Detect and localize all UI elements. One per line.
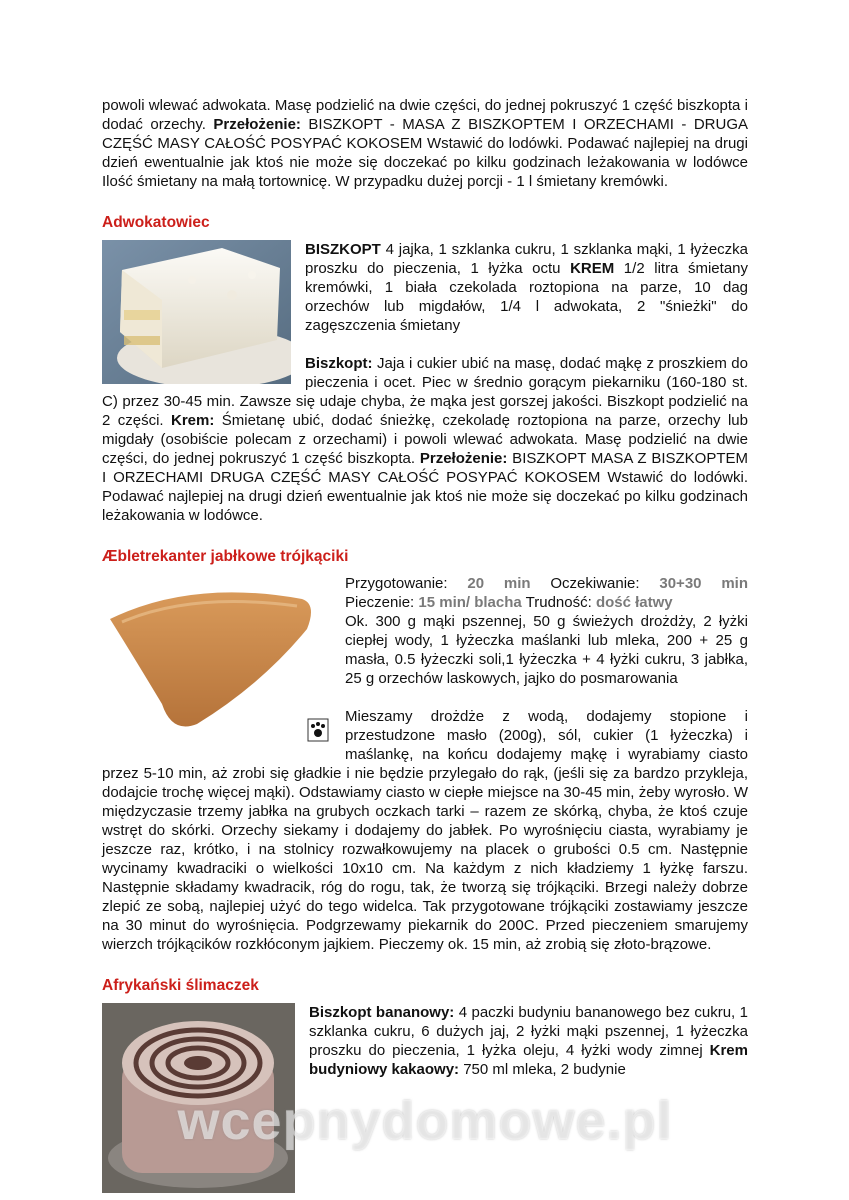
recipe-title-aebletrekanter: Æbletrekanter jabłkowe trójkąciki	[102, 548, 349, 565]
label-krem: KREM	[570, 260, 615, 277]
intro-text: powoli wlewać adwokata. Masę podzielić na dwie części, do jednej pokruszyć 1 część biszkopta i dodać orzechy.	[102, 97, 748, 133]
bake-value: 15 min/ blacha	[418, 594, 522, 611]
label-krem-budyniowy: Krem budyniowy kakaowy:	[309, 1042, 748, 1078]
intro-bold-label: Przełożenie:	[213, 116, 301, 133]
recipe3-ingredients-text: 4 paczki budyniu bananowego bez cukru, 1 szklanka cukru, 6 dużych jaj, 2 łyżki mąki pszennej, 1 łyżeczka proszku do pieczenia, 1 łyżka oleju, 4 łyżki wody zimnej	[309, 1004, 748, 1059]
recipe-title-adwokatowiec: Adwokatowiec	[102, 214, 210, 231]
difficulty-value: dość łatwy	[595, 594, 673, 611]
wait-label: Oczekiwanie:	[530, 575, 660, 592]
intro-paragraph	[102, 96, 748, 191]
label-biszkopt-method: Biszkopt:	[305, 355, 373, 372]
label-biszkopt: BISZKOPT	[305, 241, 381, 258]
apple-triangle-pastry-image	[102, 574, 331, 748]
document-page	[102, 96, 748, 1197]
recipe-title-afrykanski-slimaczek: Afrykański ślimaczek	[102, 977, 259, 994]
label-biszkopt-bananowy: Biszkopt bananowy:	[309, 1004, 455, 1021]
snail-roll-cake-image	[102, 1003, 295, 1193]
recipe3-ingredients-text-cont: 750 ml mleka, 2 budynie	[459, 1061, 626, 1078]
difficulty-label: Trudność:	[521, 594, 596, 611]
recipe1-method-text-end: BISZKOPT MASA Z BISZKOPTEM I ORZECHAMI DRUGA CZĘŚĆ MASY CAŁOŚĆ POSYPAĆ KOKOSEM Wstawić do lodówki. Podawać najlepiej na drugi dzień ewentualnie jak ktoś nie może się doczekać po kilku godzinach leżakowania w lodówce.	[102, 450, 748, 524]
recipe2-ingredients: Ok. 300 g mąki pszennej, 50 g świeżych drożdży, 2 łyżki ciepłej wody, 1 łyżeczka maślanki lub mleka, 200 + 25 g masła, 0.5 łyżeczki soli,1 łyżeczka + 4 łyżki cukru, 3 jabłka, 25 g orzechów laskowych, jajko do posmarowania	[345, 613, 748, 687]
recipe1-method-text-cont: Śmietanę ubić, dodać śnieżkę, czekoladę roztopiona na parze, orzechy lub migdały (osobiście polecam z orzechami) i powoli wlewać adwokata. Masę podzielić na dwie części, do jednej pokruszyć 1 część biszkopta.	[102, 412, 748, 467]
wait-value: 30+30 min	[659, 575, 748, 592]
recipe1-ingredients-text-cont: 1/2 litra śmietany kremówki, 1 biała czekolada roztopiona na parze, 10 dag orzechów lub migdałów, 1/4 l adwokata, 2 "śnieżki" do zagęszczenia śmietany	[305, 260, 748, 334]
intro-text-cont: BISZKOPT - MASA Z BISZKOPTEM I ORZECHAMI - DRUGA CZĘŚĆ MASY CAŁOŚĆ POSYPAĆ KOKOSEM Wstawić do lodówki. Podawać najlepiej na drugi dzień ewentualnie jak ktoś nie może się doczekać po kilku godzinach leżakowania w lodówce Ilość śmietany na małą tortownicę. W przypadku dużej porcji - 1 l śmietany kremówki.	[102, 116, 748, 190]
prep-label: Przygotowanie:	[345, 575, 468, 592]
label-krem-method: Krem:	[171, 412, 215, 429]
label-przelozenie: Przełożenie:	[419, 450, 508, 467]
recipe1-ingredients-text: 4 jajka, 1 szklanka cukru, 1 szklanka mąki, 1 łyżeczka proszku do pieczenia, 1 łyżka octu	[305, 241, 748, 277]
recipe1-method-text: Jaja i cukier ubić na masę, dodać mąkę z proszkiem do pieczenia i ocet. Piec w średnio gorącym piekarniku (160-180 st. C) przez 30-45 min. Zawsze się udaje chyba, że mąka jest gorszej jakości. Biszkopt podzielić na 2 części.	[102, 355, 748, 429]
bake-label: Pieczenie:	[345, 594, 419, 611]
site-watermark: wcepnydomowe.pl	[177, 1091, 673, 1151]
prep-value: 20 min	[467, 575, 531, 592]
adwokatowiec-cake-image	[102, 240, 291, 384]
recipe2-method: Mieszamy drożdże z wodą, dodajemy stopione i przestudzone masło (200g), sól, cukier (1 łyżeczka) i maślankę, na końcu dodajemy mąkę i wyrabiamy ciasto przez 5-10 min, aż zrobi się gładkie i nie będzie przylegało do rąk, (jeśli się za bardzo przykleja, dodajcie trochę więcej mąki). Odstawiamy ciasto w ciepłe miejsce na 30-45 min, żeby wyrosło. W międzyczasie trzemy jabłka na grubych oczkach tarki – razem ze skórką, chyba, że ktoś czuje wstręt do skórki. Orzechy siekamy i dodajemy do jabłek. Po wyrośnięciu ciasta, wyrabiamy je jeszcze raz, krótko, i na stolnicy rozwałkowujemy na placek o grubości 0.5 cm. Następnie wycinamy kwadraciki o wielkości 10x10 cm. Na każdym z nich kładziemy 1 łyżkę farszu. Następnie składamy kwadracik, róg do rogu, tak, że tworzą się trójkąciki. Brzegi należy dobrze zlepić ze sobą, najlepiej użyć do tego widelca. Tak przygotowane trójkąciki zostawiamy jeszcze na 30 minut do wyrośnięcia. Podgrzewamy piekarnik do 200C. Przed pieczeniem smarujemy wierzch trójkącików rozkłóconym jajkiem. Pieczemy ok. 15 min, aż zrobią się złoto-brązowe.	[102, 708, 748, 953]
